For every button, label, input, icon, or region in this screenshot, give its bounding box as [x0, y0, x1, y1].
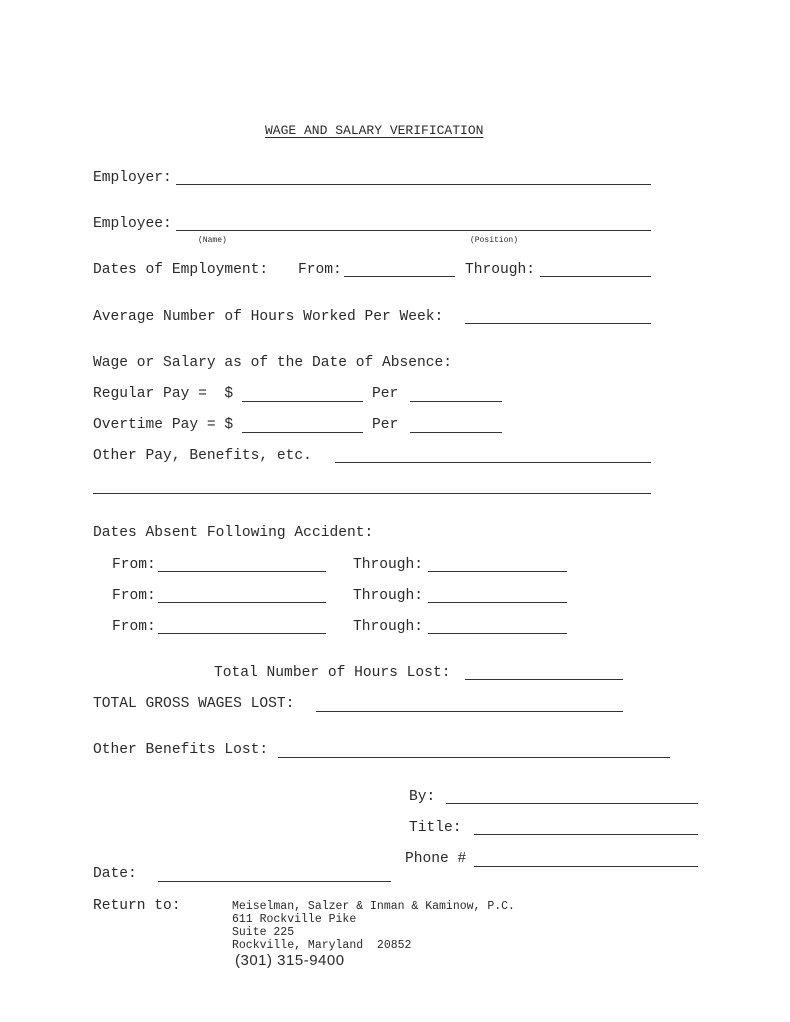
return-to-label: Return to:	[93, 898, 181, 914]
title-field[interactable]	[474, 834, 698, 835]
other-pay-label: Other Pay, Benefits, etc.	[93, 448, 312, 464]
absent-through-field-2[interactable]	[428, 602, 567, 603]
regular-pay-per-field[interactable]	[410, 401, 502, 402]
absent-heading: Dates Absent Following Accident:	[93, 525, 374, 541]
absent-from-field-1[interactable]	[158, 571, 326, 572]
total-hours-label: Total Number of Hours Lost:	[214, 665, 451, 681]
regular-pay-label: Regular Pay = $	[93, 386, 234, 402]
employee-field[interactable]	[176, 230, 651, 231]
return-suite: Suite 225	[232, 926, 295, 939]
total-gross-field[interactable]	[316, 711, 623, 712]
total-gross-label: TOTAL GROSS WAGES LOST:	[93, 696, 295, 712]
overtime-pay-per-field[interactable]	[410, 432, 502, 433]
regular-pay-amount-field[interactable]	[242, 401, 363, 402]
employment-through-field[interactable]	[540, 276, 651, 277]
absent-through-label-2: Through:	[353, 588, 424, 604]
absent-through-label-3: Through:	[353, 619, 424, 635]
page-title: WAGE AND SALARY VERIFICATION	[265, 123, 484, 138]
absent-through-field-3[interactable]	[428, 633, 567, 634]
return-firm: Meiselman, Salzer & Inman & Kaminow, P.C.	[232, 900, 515, 913]
absent-from-label-3: From:	[112, 619, 156, 635]
overtime-pay-amount-field[interactable]	[242, 432, 363, 433]
other-benefits-field[interactable]	[278, 757, 670, 758]
by-field[interactable]	[446, 803, 698, 804]
date-field[interactable]	[158, 881, 391, 882]
overtime-pay-per-label: Per	[372, 417, 399, 433]
employer-label: Employer:	[93, 170, 172, 186]
regular-pay-per-label: Per	[372, 386, 399, 402]
title-label: Title:	[409, 820, 462, 836]
phone-label: Phone #	[405, 851, 467, 867]
return-city: Rockville, Maryland 20852	[232, 939, 412, 952]
absent-through-label-1: Through:	[353, 557, 424, 573]
phone-field[interactable]	[474, 866, 698, 867]
employee-label: Employee:	[93, 216, 172, 232]
overtime-pay-label: Overtime Pay = $	[93, 417, 234, 433]
other-pay-field-continued[interactable]	[93, 493, 651, 494]
employer-field[interactable]	[176, 184, 651, 185]
total-hours-field[interactable]	[465, 679, 623, 680]
absent-from-label-2: From:	[112, 588, 156, 604]
employee-name-caption: (Name)	[198, 236, 227, 245]
absent-from-label-1: From:	[112, 557, 156, 573]
employment-through-label: Through:	[465, 262, 536, 278]
employment-from-label: From:	[298, 262, 342, 278]
employment-dates-label: Dates of Employment:	[93, 262, 269, 278]
return-street: 611 Rockville Pike	[232, 913, 357, 926]
absent-through-field-1[interactable]	[428, 571, 567, 572]
employment-from-field[interactable]	[344, 276, 455, 277]
other-benefits-label: Other Benefits Lost:	[93, 742, 269, 758]
by-label: By:	[409, 789, 436, 805]
employee-position-caption: (Position)	[470, 236, 519, 245]
wage-heading: Wage or Salary as of the Date of Absence:	[93, 355, 453, 371]
date-label: Date:	[93, 866, 137, 882]
other-pay-field[interactable]	[335, 462, 651, 463]
return-phone: (301) 315-9400	[235, 952, 345, 969]
absent-from-field-2[interactable]	[158, 602, 326, 603]
avg-hours-field[interactable]	[465, 323, 651, 324]
avg-hours-label: Average Number of Hours Worked Per Week:	[93, 309, 444, 325]
absent-from-field-3[interactable]	[158, 633, 326, 634]
